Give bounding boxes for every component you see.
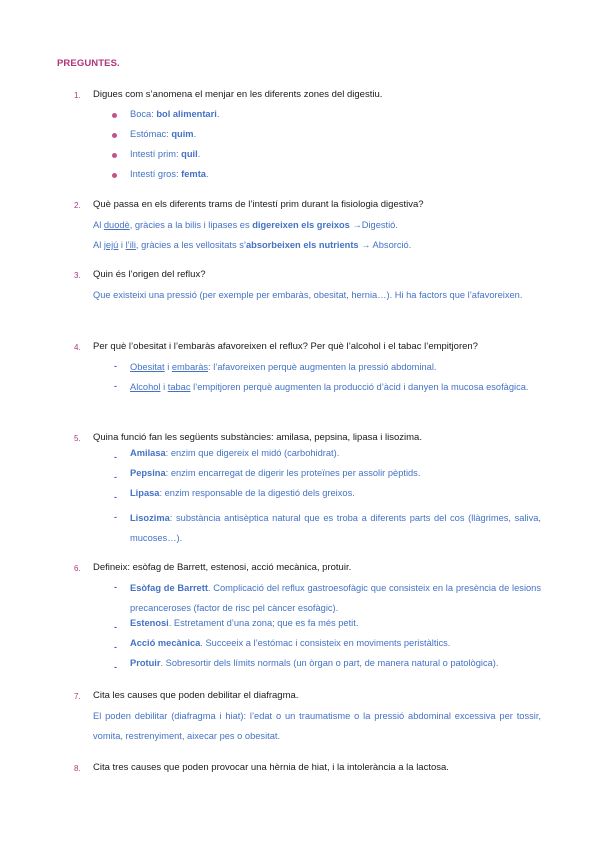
question-3-number: 3. [74, 271, 81, 280]
question-1-text: Digues com s’anomena el menjar en les diferents zones del digestiu. [93, 89, 383, 100]
q3-answer: Que existeixi una pressió (per exemple per embaràs, obesitat, hernia…). Hi ha factors que l’afavoreixen. [93, 290, 523, 300]
q1-item-estomac: Estómac: quim. [130, 129, 197, 139]
q1-item-boca: Boca: bol alimentari. [130, 109, 220, 119]
question-5-text: Quina funció fan les següents substàncies: amilasa, pepsina, lipasa i lisozima. [93, 432, 422, 443]
question-5-number: 5. [74, 434, 81, 443]
q2-answer-line-1: Al duodè, gràcies a la bilis i lipases es digereixen els greixos →Digestió. [93, 220, 398, 230]
bullet-icon [112, 153, 117, 158]
q6-item-protuir: Protuir. Sobresortir dels límits normals (un òrgan o part, de manera natural o patològica). [130, 658, 499, 668]
dash-marker: - [114, 492, 117, 502]
q4-item-obesitat: Obesitat i embaràs: l’afavoreixen perquè augmenten la pressió abdominal. [130, 362, 437, 372]
question-1-number: 1. [74, 91, 81, 100]
dash-marker: - [114, 582, 117, 592]
bullet-icon [112, 173, 117, 178]
question-3-text: Quin és l’origen del reflux? [93, 269, 206, 280]
q5-item-pepsina: Pepsina: enzim encarregat de digerir les proteïnes per assolir pèptids. [130, 468, 421, 478]
q6-item-barrett: Esòfag de Barrett. Complicació del reflux gastroesofàgic que consisteix en la presència de lesions precanceroses (factor de risc pel càncer esofàgic). [130, 583, 541, 613]
q1-item-intesti-gros: Intestí gros: femta. [130, 169, 209, 179]
dash-marker: - [114, 642, 117, 652]
q7-answer: El poden debilitar (diafragma i hiat): l’edat o un traumatisme o la pressió abdominal excessiva per tossir, vomita, restrenyiment, aixecar pes o obesitat. [93, 711, 541, 741]
q5-item-lisozima: Lisozima: substància antisèptica natural que es troba a diferents parts del cos (llàgrimes, saliva, mucoses…). [130, 513, 541, 543]
q6-item-accio-mecanica: Acció mecànica. Succeeix a l’estómac i consisteix en moviments peristàltics. [130, 638, 451, 648]
question-6-text: Defineix: esòfag de Barrett, estenosi, acció mecànica, protuir. [93, 562, 352, 573]
dash-marker: - [114, 472, 117, 482]
dash-marker: - [114, 381, 117, 391]
q5-item-amilasa: Amilasa: enzim que digereix el midó (carbohidrat). [130, 448, 340, 458]
dash-marker: - [114, 622, 117, 632]
q2-answer-line-2: Al jejú i l’ili, gràcies a les vellositats s’absorbeixen els nutrients → Absorció. [93, 240, 412, 250]
bullet-icon [112, 133, 117, 138]
question-4-text: Per què l’obesitat i l’embaràs afavoreixen el reflux? Per què l’alcohol i el tabac l’empitjoren? [93, 341, 478, 352]
q5-item-lipasa: Lipasa: enzim responsable de la digestió dels greixos. [130, 488, 355, 498]
question-7-text: Cita les causes que poden debilitar el diafragma. [93, 690, 299, 701]
dash-marker: - [114, 512, 117, 522]
question-6-number: 6. [74, 564, 81, 573]
question-7-number: 7. [74, 692, 81, 701]
question-8-number: 8. [74, 764, 81, 773]
dash-marker: - [114, 361, 117, 371]
question-2-text: Què passa en els diferents trams de l’intestí prim durant la fisiologia digestiva? [93, 199, 424, 210]
q4-item-alcohol: Alcohol i tabac l’empitjoren perquè augmenten la producció d’àcid i danyen la mucosa esofàgica. [130, 382, 529, 392]
bullet-icon [112, 113, 117, 118]
q1-item-intesti-prim: Intestí prim: quil. [130, 149, 201, 159]
q6-item-estenosi: Estenosi. Estretament d’una zona; que es fa més petit. [130, 618, 359, 628]
page-heading: PREGUNTES. [57, 58, 120, 69]
dash-marker: - [114, 452, 117, 462]
question-2-number: 2. [74, 201, 81, 210]
question-8-text: Cita tres causes que poden provocar una hèrnia de hiat, i la intolerància a la lactosa. [93, 762, 449, 773]
question-4-number: 4. [74, 343, 81, 352]
dash-marker: - [114, 662, 117, 672]
